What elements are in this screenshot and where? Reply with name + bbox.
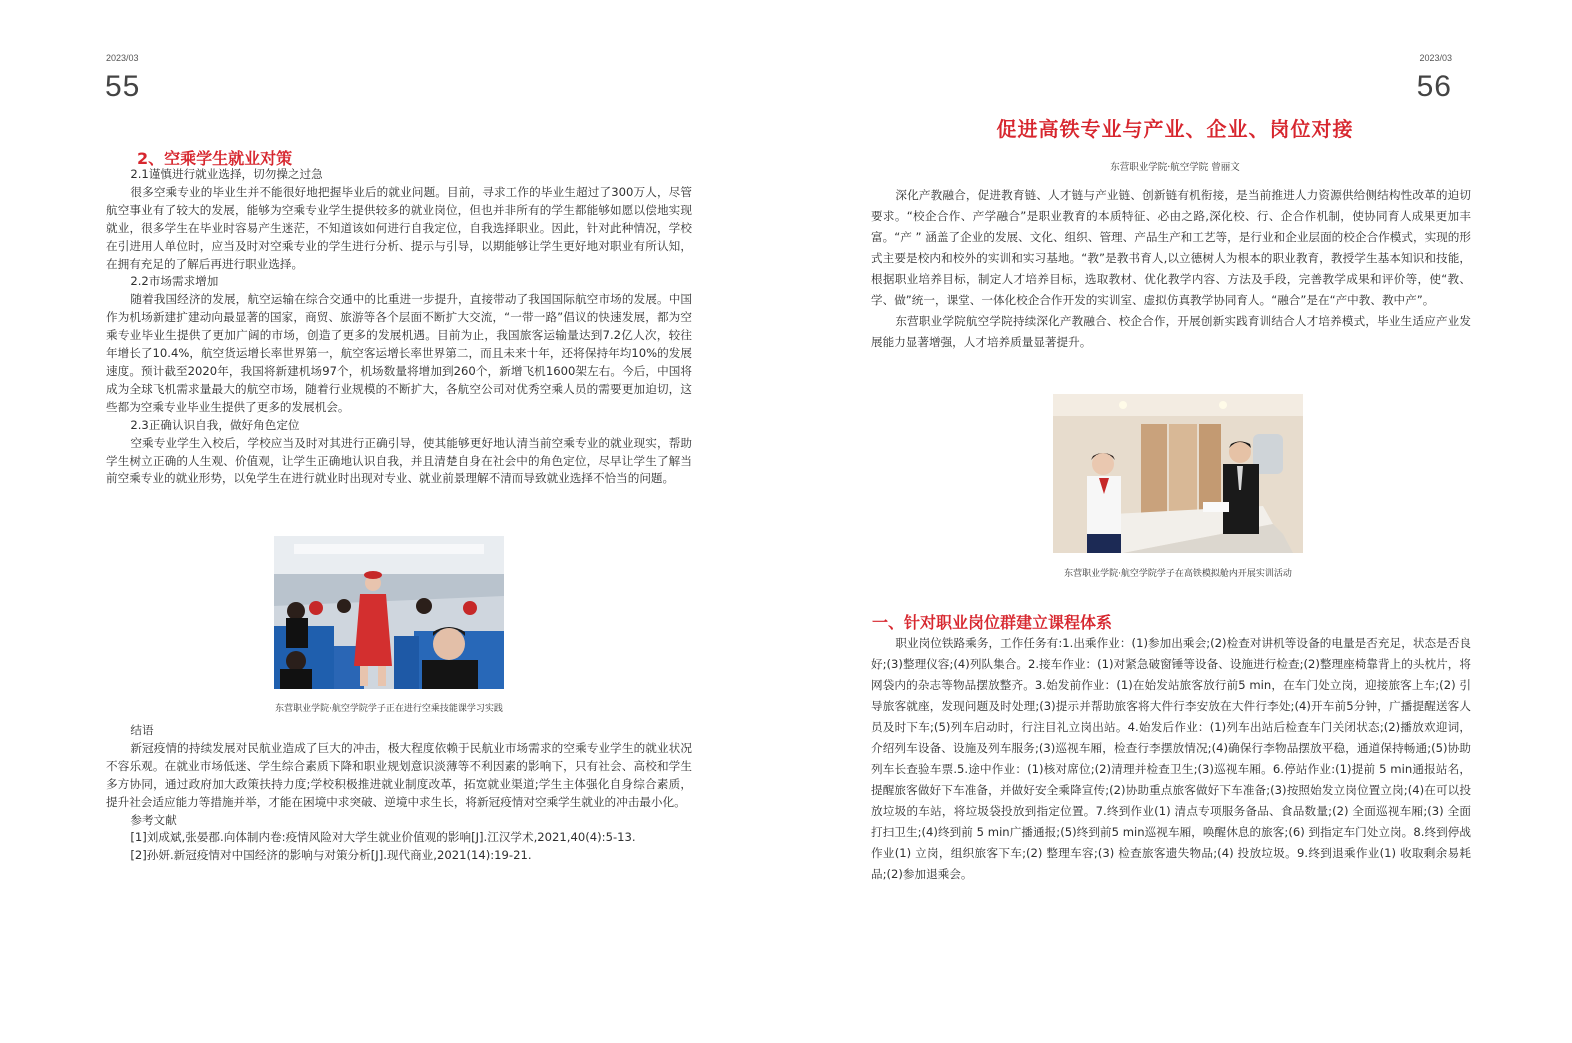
subheading: 参考文献: [130, 812, 177, 827]
left-article-body: [106, 166, 692, 488]
right-intro-body: [871, 185, 1471, 353]
train-cabin-photo: [1053, 394, 1303, 553]
paragraph: 很多空乘专业的毕业生并不能很好地把握毕业后的就业问题。目前，寻求工作的毕业生超过了300万人，尽管航空事业有了较大的发展，能够为空乘专业学生提供较多的就业岗位，但也并非所有的学生都能够如愿以偿地实现就业，很多学生在毕业时容易产生迷茫，不知道该如何进行自我定位，自我选择职业。因此，针对此种情况，学校在引进用人单位时，应当及时对空乘专业的学生进行分析、提示与引导，以期能够让学生更好地对职业有所认知，在拥有充足的了解后再进行职业选择。: [106, 184, 692, 271]
author-byline: 东营职业学院·航空学院 曾丽文: [1110, 162, 1240, 173]
right-section-body: [871, 633, 1471, 885]
issue-date: 2023/03: [1419, 53, 1452, 63]
intro-paragraph: 深化产教融合，促进教育链、人才链与产业链、创新链有机衔接，是当前推进人力资源供给侧结构性改革的迫切要求。“校企合作、产学融合”是职业教育的本质特征、必由之路,深化校、行、企合作机制，使协同育人成果更加丰富。“产 ” 涵盖了企业的发展、文化、组织、管理、产品生产和工艺等，是行业和企业层面的校企合作模式，实现的形式主要是校内和校外的实训和实习基地。“教”是教书育人,以立德树人为根本的职业教育，教授学生基本知识和技能，根据职业培养目标，制定人才培养目标，选取教材、优化教学内容、方法及手段，完善教学成果和评价等，使“教、学、做”统一，课堂、一体化校企合作开发的实训室、虚拟仿真教学协同育人。“融合”是在“产中教、教中产”。: [871, 188, 1471, 307]
right-photo-caption: 东营职业学院·航空学院学子在高铁模拟舱内开展实训活动: [1064, 569, 1292, 579]
section-title: 2、空乘学生就业对策: [137, 149, 293, 168]
page-number: 55: [105, 70, 141, 103]
article-title: 促进高铁专业与产业、企业、岗位对接: [996, 117, 1354, 141]
paragraph: 空乘专业学生入校后，学校应当及时对其进行正确引导，使其能够更好地认清当前空乘专业的就业现实，帮助学生树立正确的人生观、价值观，让学生正确地认识自我，并且清楚自身在社会中的角色定位，尽早让学生了解当前空乘专业的就业形势，以免学生在进行就业时出现对专业、就业前景理解不清而导致就业选择不恰当的问题。: [106, 435, 692, 486]
subheading: 结语: [130, 723, 154, 737]
cabin-training-photo: [274, 536, 504, 689]
section-paragraph: 职业岗位铁路乘务，工作任务有:1.出乘作业：(1)参加出乘会;(2)检查对讲机等设备的电量是否充足，状态是否良好;(3)整理仪容;(4)列队集合。2.接车作业：(1)对紧急破窗锤等设备、设施进行检查;(2)整理座椅靠背上的头枕片，将网袋内的杂志等物品摆放整齐。3.始发前作业：(1)在始发站旅客放行前5 min，在车门处立岗，迎接旅客上车;(2) 引导旅客就座，发现问题及时处理;(3)提示并帮助旅客将大件行李安放在大件行李处;(4)开车前5分钟，广播提醒送客人员及时下车;(5)列车启动时，行注目礼立岗出站。4.始发后作业：(1)列车出站后检查车门关闭状态;(2)播放欢迎词，介绍列车设备、设施及列车服务;(3)巡视车厢，检查行李摆放情况;(4)确保行李物品摆放平稳，通道保持畅通;(5)协助列车长查验车票.5.途中作业：(1)核对席位;(2)清理并检查卫生;(3)巡视车厢。6.停站作业:(1)提前 5 min通报站名，提醒旅客做好下车准备，并做好安全乘降宣传;(2)协助重点旅客做好下车准备;(3)按照始发立岗位置立岗;(4)在可以投放垃圾的车站，将垃圾袋投放到指定位置。7.终到作业(1) 清点专项服务备品、食品数量;(2) 全面巡视车厢;(3) 全面打扫卫生;(4)终到前 5 min广播通报;(5)终到前5 min巡视车厢，唤醒休息的旅客;(6) 到指定车门处立岗。8.终到停战作业(1) 立岗，组织旅客下车;(2) 整理车容;(3) 检查旅客遗失物品;(4) 投放垃圾。9.终到退乘作业(1) 收取剩余易耗品;(2)参加退乘会。: [871, 636, 1471, 881]
paragraph: 新冠疫情的持续发展对民航业造成了巨大的冲击，极大程度依赖于民航业市场需求的空乘专业学生的就业状况不容乐观。在就业市场低迷、学生综合素质下降和职业规划意识淡薄等不利因素的影响下，只有社会、高校和学生多方协同，通过政府加大政策扶持力度;学校积极推进就业制度改革，拓宽就业渠道;学生主体强化自身综合素质，提升社会适应能力等措施并举，才能在困境中求突破、逆境中求生长，将新冠疫情对空乘学生就业的冲击最小化。: [106, 740, 692, 809]
train-training-illustration: [1053, 394, 1303, 553]
paragraph: 随着我国经济的发展，航空运输在综合交通中的比重进一步提升，直接带动了我国国际航空市场的发展。中国作为机场新建扩建动向最显著的国家，商贸、旅游等各个层面不断扩大交流，“一带一路”倡议的快速发展，都为空乘专业毕业生提供了更加广阔的市场，创造了更多的发展机遇。目前为止，我国旅客运输量达到7.2亿人次，较往年增长了10.4%，航空货运增长率世界第一，航空客运增长率世界第二，而且未来十年，还将保持年均10%的发展速度。预计截至2020年，我国将新建机场97个，机场数量将增加到260个，新增飞机1600架左右。今后，中国将成为全球飞机需求量最大的航空市场，随着行业规模的不断扩大，各航空公司对优秀空乘人员的需要更加迫切，这些都为空乘专业毕业生提供了更多的发展机会。: [106, 292, 692, 414]
cabin-training-illustration: [274, 536, 504, 689]
section-title: 一、针对职业岗位群建立课程体系: [872, 613, 1113, 632]
left-photo-caption: 东营职业学院·航空学院学子正在进行空乘技能课学习实践: [275, 704, 503, 714]
intro-paragraph: 东营职业学院航空学院持续深化产教融合、校企合作，开展创新实践育训结合人才培养模式，毕业生适应产业发展能力显著增强，人才培养质量显著提升。: [871, 314, 1471, 349]
left-conclusion-body: [106, 722, 692, 865]
page-number: 56: [1416, 70, 1452, 103]
subheading: 2.2市场需求增加: [130, 274, 219, 289]
subheading: 2.1谨慎进行就业选择，切勿操之过急: [130, 167, 323, 181]
issue-date: 2023/03: [106, 53, 139, 63]
paragraph: [1]刘成斌,张晏郡.向体制内卷:疫情风险对大学生就业价值观的影响[J].江汉学术,2021,40(4):5-13.: [130, 830, 636, 845]
paragraph: [2]孙妍.新冠疫情对中国经济的影响与对策分析[J].现代商业,2021(14):19-21.: [130, 848, 532, 863]
right-page: [786, 0, 1572, 1043]
subheading: 2.3正确认识自我，做好角色定位: [130, 417, 300, 432]
